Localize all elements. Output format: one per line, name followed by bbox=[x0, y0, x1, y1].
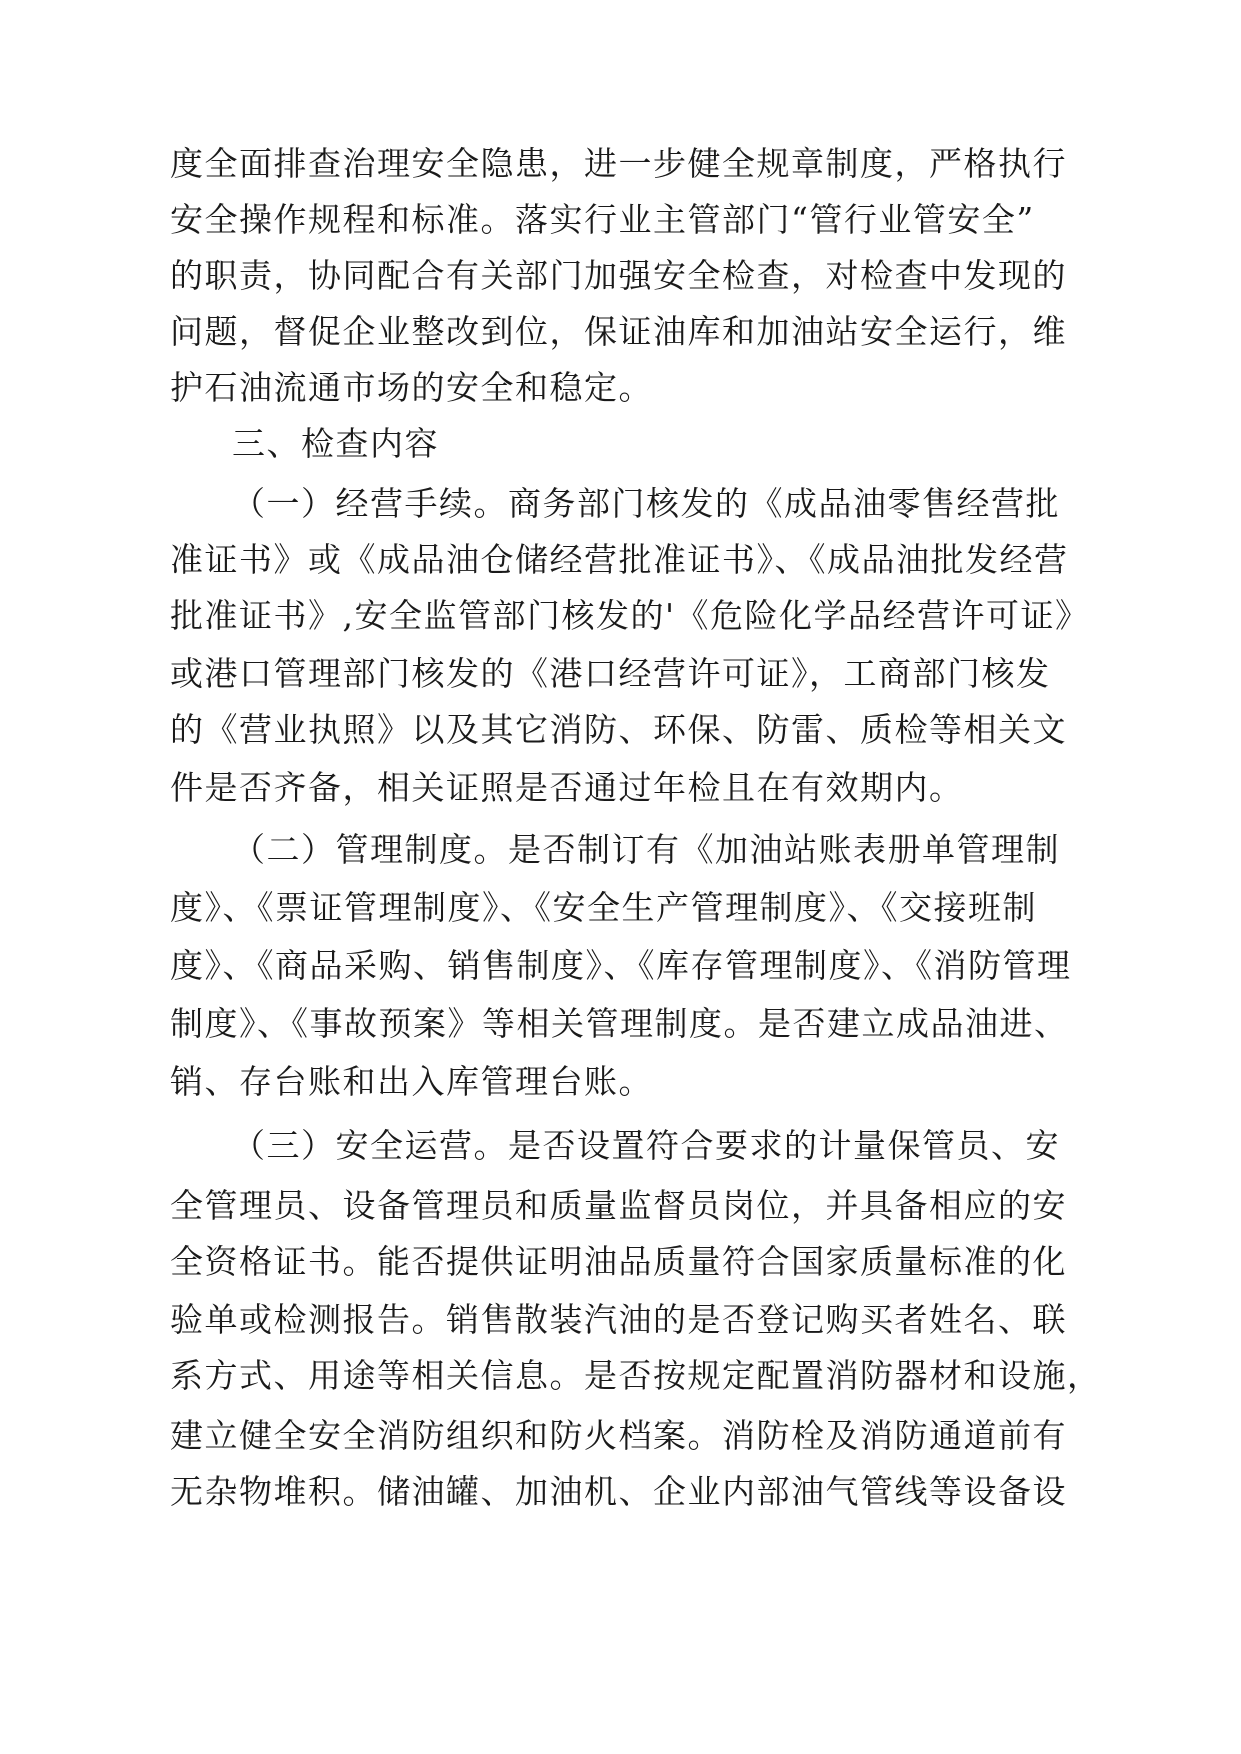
text-line: 的职责，协同配合有关部门加强安全检查，对检查中发现的 bbox=[170, 256, 1067, 295]
text-line: 或港口管理部门核发的《港口经营许可证》，工商部门核发 bbox=[170, 654, 1051, 693]
text-line: 准证书》或《成品油仓储经营批准证书》、《成品油批发经营 bbox=[170, 540, 1069, 579]
text-line: （二）管理制度。是否制订有《加油站账表册单管理制 bbox=[232, 830, 1060, 869]
text-line: 批准证书》,安全监管部门核发的'《危险化学品经营许可证》 bbox=[170, 596, 1090, 635]
text-line: 度全面排查治理安全隐患，进一步健全规章制度，严格执行 bbox=[170, 144, 1067, 183]
text-line: 件是否齐备，相关证照是否通过年检且在有效期内。 bbox=[170, 768, 964, 807]
text-line: 度》、《票证管理制度》、《安全生产管理制度》、《交接班制 bbox=[170, 888, 1037, 927]
text-line: 安全操作规程和标准。落实行业主管部门“管行业管安全” bbox=[170, 200, 1035, 239]
text-line: 全资格证书。能否提供证明油品质量符合国家质量标准的化 bbox=[170, 1242, 1067, 1281]
text-line: 销、存台账和出入库管理台账。 bbox=[170, 1062, 653, 1101]
text-line: 度》、《商品采购、销售制度》、《库存管理制度》、《消防管理 bbox=[170, 946, 1072, 985]
text-line: （一）经营手续。商务部门核发的《成品油零售经营批 bbox=[232, 484, 1060, 523]
text-line: 全管理员、设备管理员和质量监督员岗位，并具备相应的安 bbox=[170, 1186, 1067, 1225]
text-line: 系方式、用途等相关信息。是否按规定配置消防器材和设施， bbox=[170, 1356, 1102, 1395]
text-line: 制度》、《事故预案》等相关管理制度。是否建立成品油进、 bbox=[170, 1004, 1069, 1043]
text-line: 验单或检测报告。销售散装汽油的是否登记购买者姓名、联 bbox=[170, 1300, 1067, 1339]
text-line: （三）安全运营。是否设置符合要求的计量保管员、安 bbox=[232, 1126, 1060, 1165]
text-line: 无杂物堆积。储油罐、加油机、企业内部油气管线等设备设 bbox=[170, 1472, 1067, 1511]
text-line: 护石油流通市场的安全和稳定。 bbox=[170, 368, 653, 407]
text-line: 的《营业执照》以及其它消防、环保、防雷、质检等相关文 bbox=[170, 710, 1067, 749]
text-line: 问题，督促企业整改到位，保证油库和加油站安全运行，维 bbox=[170, 312, 1067, 351]
text-line: 建立健全安全消防组织和防火档案。消防栓及消防通道前有 bbox=[170, 1416, 1067, 1455]
section-heading: 三、检查内容 bbox=[232, 424, 439, 463]
